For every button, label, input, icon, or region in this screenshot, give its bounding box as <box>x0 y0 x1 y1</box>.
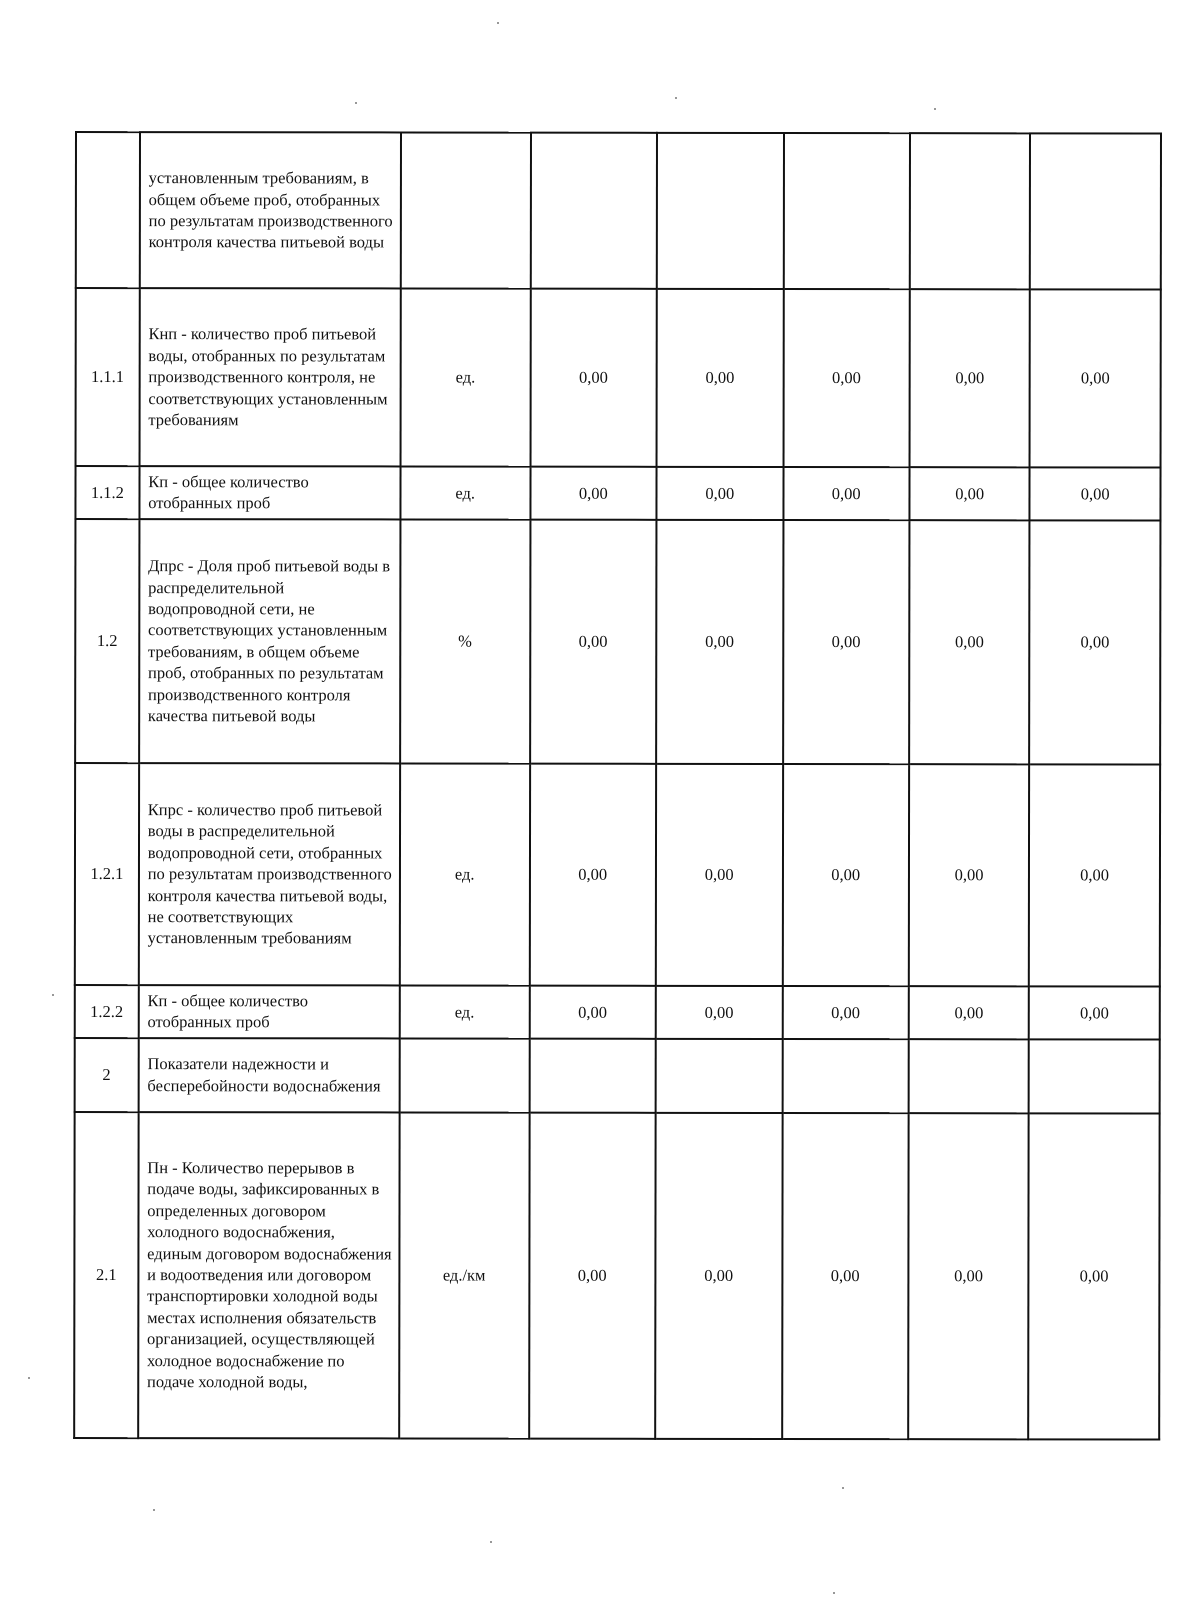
scan-speck <box>153 1509 155 1511</box>
value-cell <box>1030 133 1161 289</box>
unit-cell: ед. <box>401 288 531 466</box>
value-cell <box>783 133 910 289</box>
value-cell: 0,00 <box>1029 764 1160 986</box>
indicator-description: Кпрс - количество проб питьевой воды в распределительной водопроводной сети, отобранных по результатам производственного контроля качества питьевой воды, не соответствующих установленным требованиям <box>139 763 401 985</box>
table-row <box>76 132 1161 290</box>
table-row <box>75 1038 1160 1114</box>
table-row <box>76 288 1161 468</box>
value-cell <box>1029 1039 1160 1113</box>
value-cell: 0,00 <box>530 289 657 467</box>
scan-speck <box>934 108 936 110</box>
row-number <box>76 132 140 288</box>
scan-speck <box>52 994 54 996</box>
unit-cell: ед. <box>400 466 530 519</box>
indicator-description: Показатели надежности и бесперебойности водоснабжения <box>138 1038 399 1112</box>
value-cell: 0,00 <box>529 1112 656 1438</box>
value-cell <box>529 1038 656 1112</box>
scan-speck <box>842 1487 844 1489</box>
unit-cell <box>400 1038 530 1112</box>
value-cell: 0,00 <box>783 520 910 764</box>
unit-cell: % <box>400 519 530 763</box>
scan-speck <box>675 97 677 99</box>
value-cell <box>530 133 657 289</box>
value-cell: 0,00 <box>910 289 1031 467</box>
value-cell: 0,00 <box>783 289 910 467</box>
indicators-table <box>73 131 1162 1440</box>
value-cell: 0,00 <box>909 764 1030 986</box>
value-cell: 0,00 <box>1028 1113 1159 1439</box>
unit-cell: ед./км <box>399 1112 529 1438</box>
value-cell: 0,00 <box>656 520 783 764</box>
value-cell <box>910 133 1031 289</box>
row-number: 1.2.1 <box>75 763 139 985</box>
value-cell: 0,00 <box>1030 467 1161 520</box>
value-cell: 0,00 <box>908 1113 1029 1439</box>
value-cell: 0,00 <box>909 520 1030 764</box>
value-cell: 0,00 <box>656 764 783 986</box>
indicator-description: Кнп - количество проб питьевой воды, отобранных по результатам производственного контроля, не соответствующих установленным требованиям <box>139 288 400 466</box>
indicator-description: Пн - Количество перерывов в подаче воды, зафиксированных в определенных договором холодного водоснабжения, единым договором водоснабжения и водоотведения или договором транспортировки холодной воды местах исполнения обязательств организацией, осуществляющей холодное водоснабжение по подаче холодной воды, <box>138 1112 400 1438</box>
value-cell <box>909 1039 1029 1113</box>
value-cell: 0,00 <box>655 1112 782 1438</box>
value-cell: 0,00 <box>909 986 1029 1039</box>
unit-cell: ед. <box>400 763 530 985</box>
scan-speck <box>833 1592 835 1594</box>
value-cell <box>656 1038 783 1112</box>
unit-cell: ед. <box>400 985 530 1038</box>
value-cell: 0,00 <box>529 763 656 985</box>
value-cell: 0,00 <box>657 289 784 467</box>
row-number: 1.2 <box>75 519 139 763</box>
value-cell: 0,00 <box>530 467 657 520</box>
value-cell: 0,00 <box>782 1113 909 1439</box>
scan-speck <box>490 1541 492 1543</box>
indicator-description: Кп - общее количество отобранных проб <box>138 985 399 1038</box>
value-cell: 0,00 <box>1030 289 1161 467</box>
value-cell <box>657 133 784 289</box>
unit-cell <box>401 132 531 288</box>
value-cell: 0,00 <box>909 467 1029 520</box>
scan-speck <box>355 102 357 104</box>
indicator-description: Кп - общее количество отобранных проб <box>139 466 400 519</box>
row-number: 1.1.2 <box>75 466 139 519</box>
table-row <box>75 519 1160 765</box>
scan-speck <box>497 22 499 24</box>
value-cell: 0,00 <box>656 467 783 520</box>
value-cell: 0,00 <box>783 467 910 520</box>
value-cell: 0,00 <box>1029 520 1160 764</box>
table-row <box>75 763 1160 987</box>
table-row <box>75 466 1160 520</box>
indicator-description: установленным требованиям, в общем объеме проб, отобранных по результатам производственного контроля качества питьевой воды <box>140 132 401 288</box>
value-cell: 0,00 <box>782 986 909 1039</box>
value-cell <box>782 1039 909 1113</box>
value-cell: 0,00 <box>1029 986 1160 1039</box>
table-row <box>75 985 1160 1039</box>
row-number: 2 <box>75 1038 139 1112</box>
value-cell: 0,00 <box>656 986 783 1039</box>
value-cell: 0,00 <box>529 985 656 1038</box>
row-number: 2.1 <box>74 1112 138 1438</box>
row-number: 1.2.2 <box>75 985 139 1038</box>
indicator-description: Дпрс - Доля проб питьевой воды в распределительной водопроводной сети, не соответствующих установленным требованиям, в общем объеме проб, отобранных по результатам производственного контроля качества питьевой воды <box>139 519 401 763</box>
row-number: 1.1.1 <box>76 288 140 466</box>
value-cell: 0,00 <box>530 519 657 763</box>
value-cell: 0,00 <box>782 764 909 986</box>
table-row <box>74 1112 1159 1440</box>
scan-speck <box>28 1377 30 1379</box>
